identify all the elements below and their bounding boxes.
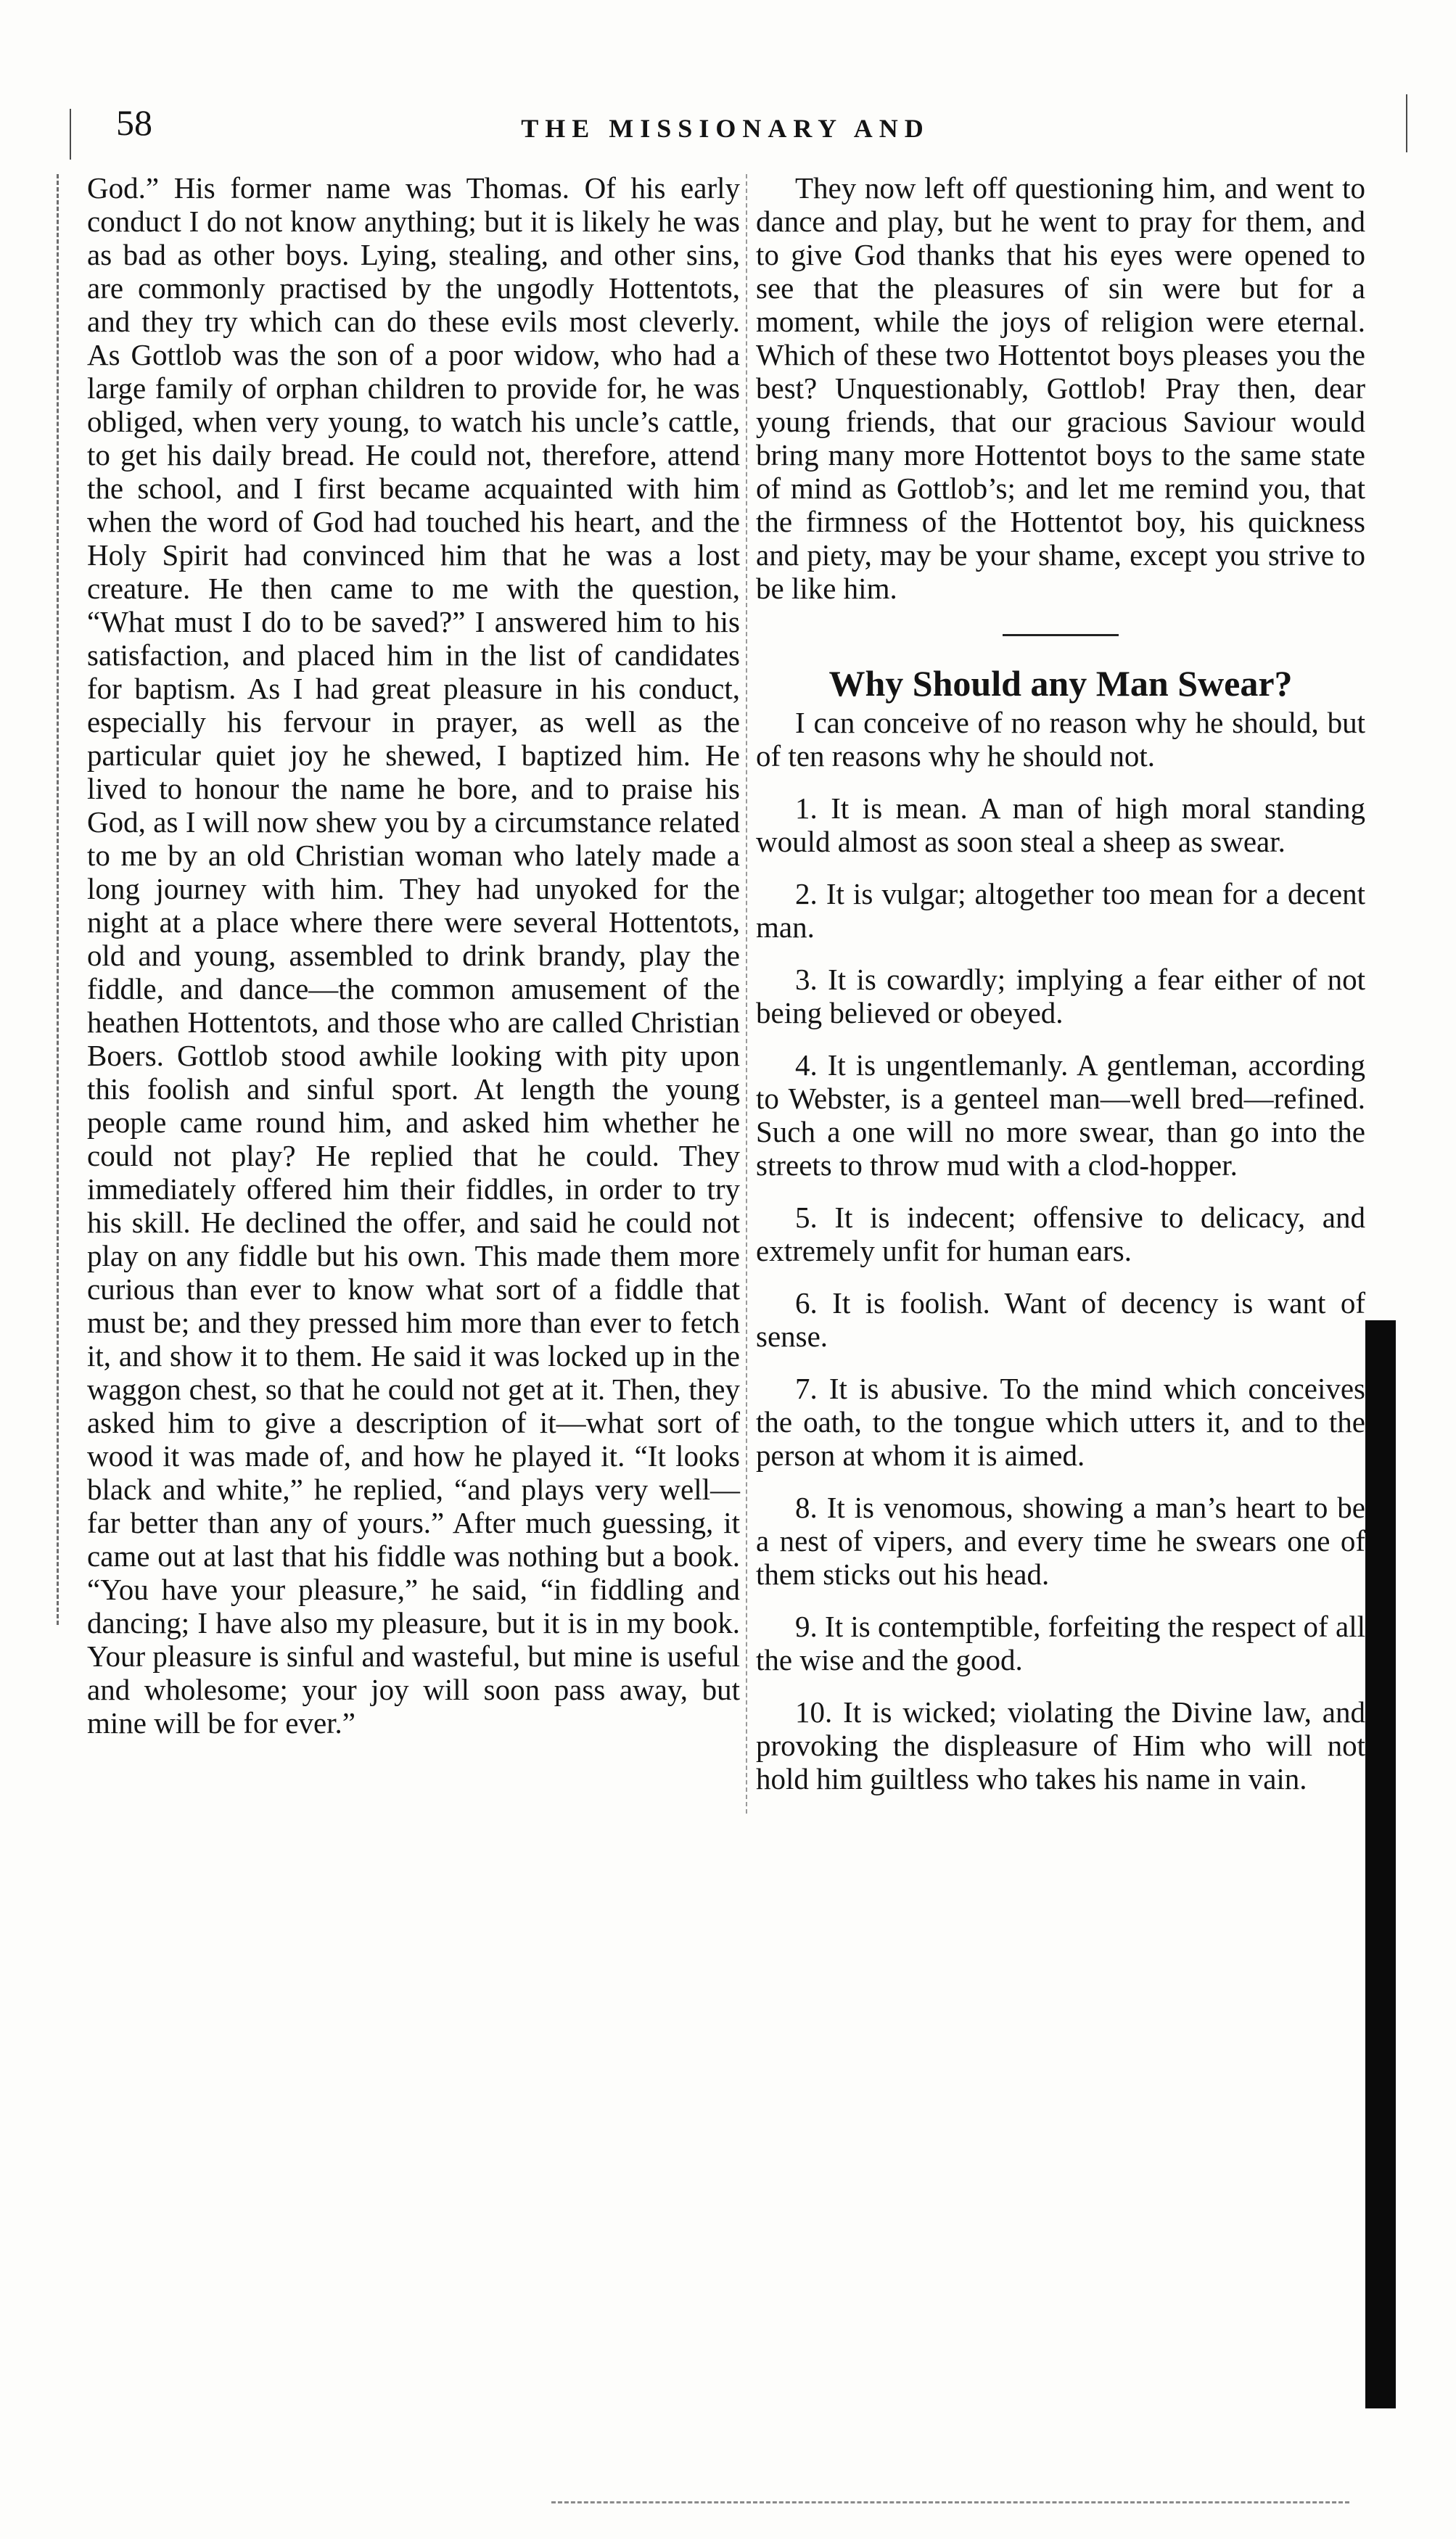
article-intro: I can conceive of no reason why he should, but of ten reasons why he should not. bbox=[756, 706, 1365, 773]
article-title: Why Should any Man Swear? bbox=[828, 663, 1293, 704]
left-margin-dashes bbox=[57, 174, 59, 1625]
reason-item-10: 10. It is wicked; violating the Divine law, and provoking the displeasure of Him who will not hold him guiltless who takes his name in vain. bbox=[756, 1695, 1365, 1795]
left-margin-mark bbox=[70, 109, 71, 160]
reason-item-1: 1. It is mean. A man of high moral standing would almost as soon steal a sheep as swear. bbox=[756, 791, 1365, 858]
reason-item-6: 6. It is foolish. Want of decency is want of sense. bbox=[756, 1286, 1365, 1353]
right-column bbox=[756, 171, 1365, 1795]
right-margin-mark bbox=[1406, 94, 1407, 152]
section-separator bbox=[1003, 634, 1119, 636]
running-head: THE MISSIONARY AND bbox=[521, 114, 930, 143]
reason-item-4: 4. It is ungentlemanly. A gentleman, according to Webster, is a genteel man—well bred—refined. Such a one will no more swear, than go into the streets to throw mud with a clod-hopper. bbox=[756, 1048, 1365, 1182]
page-header bbox=[0, 102, 1456, 167]
column-divider bbox=[746, 174, 747, 1814]
story-conclusion: They now left off questioning him, and went to dance and play, but he went to pray for them, and to give God thanks that his eyes were opened to see that the pleasures of sin were but for a moment, while the joys of religion were eternal. Which of these two Hottentot boys pleases you the best? Unquestionably, Gottlob! Pray then, dear young friends, that our gracious Saviour would bring many more Hottentot boys to the same state of mind as Gottlob’s; and let me remind you, that the firmness of the Hottentot boy, his quickness and piety, may be your shame, except you strive to be like him. bbox=[756, 171, 1365, 605]
reason-item-7: 7. It is abusive. To the mind which conceives the oath, to the tongue which utters it, and to the person at whom it is aimed. bbox=[756, 1372, 1365, 1472]
reason-item-5: 5. It is indecent; offensive to delicacy, and extremely unfit for human ears. bbox=[756, 1201, 1365, 1267]
reason-item-3: 3. It is cowardly; implying a fear either of not being believed or obeyed. bbox=[756, 963, 1365, 1029]
reason-item-2: 2. It is vulgar; altogether too mean for a decent man. bbox=[756, 877, 1365, 944]
left-column bbox=[87, 171, 740, 1740]
reason-item-8: 8. It is venomous, showing a man’s heart to be a nest of vipers, and every time he swears one of them sticks out his head. bbox=[756, 1491, 1365, 1591]
left-column-text: God.” His former name was Thomas. Of his early conduct I do not know anything; but it is likely he was as bad as other boys. Lying, stealing, and other sins, are commonly practised by the ungodly Hottentots, and they try which can do these evils most cleverly. As Gottlob was the son of a poor widow, who had a large family of orphan children to provide for, he was obliged, when very young, to watch his uncle’s cattle, to get his daily bread. He could not, therefore, attend the school, and I first became acquainted with him when the word of God had touched his heart, and the Holy Spirit had convinced him that he was a lost creature. He then came to me with the question, “What must I do to be saved?” I answered him to his satisfaction, and placed him in the list of candidates for baptism. As I had great pleasure in his conduct, especially his fervour in prayer, as well as the particular quiet joy he shewed, I baptized him. He lived to honour the name he bore, and to praise his God, as I will now shew you by a circumstance related to me by an old Christian woman who lately made a long journey with him. They had unyoked for the night at a place where there were several Hottentots, old and young, assembled to drink brandy, play the fiddle, and dance—the common amusement of the heathen Hottentots, and those who are called Christian Boers. Gottlob stood awhile looking with pity upon this foolish and sinful sport. At length the young people came round him, and asked him whether he could not play? He replied that he could. They immediately offered him their fiddles, in order to try his skill. He declined the offer, and said he could not play on any fiddle but his own. This made them more curious than ever to know what sort of a fiddle that must be; and they pressed him more than ever to fetch it, and show it to them. He said it was locked up in the waggon chest, so that he could not get at it. Then, they asked him to give a description of it—what sort of wood it was made of, and how he played it. “It looks black and white,” he replied, “and plays very well—far better than any of yours.” After much guessing, it came out at last that his fiddle was nothing but a book. “You have your pleasure,” he said, “in fiddling and dancing; I have also my pleasure, but it is in my book. Your pleasure is sinful and wasteful, but mine is useful and wholesome; your joy will soon pass away, but mine will be for ever.” bbox=[87, 171, 740, 1740]
page-number: 58 bbox=[116, 102, 152, 143]
scan-binding-shadow bbox=[1365, 1320, 1396, 2408]
reason-item-9: 9. It is contemptible, forfeiting the respect of all the wise and the good. bbox=[756, 1610, 1365, 1676]
bottom-dashed-rule bbox=[551, 2501, 1349, 2503]
